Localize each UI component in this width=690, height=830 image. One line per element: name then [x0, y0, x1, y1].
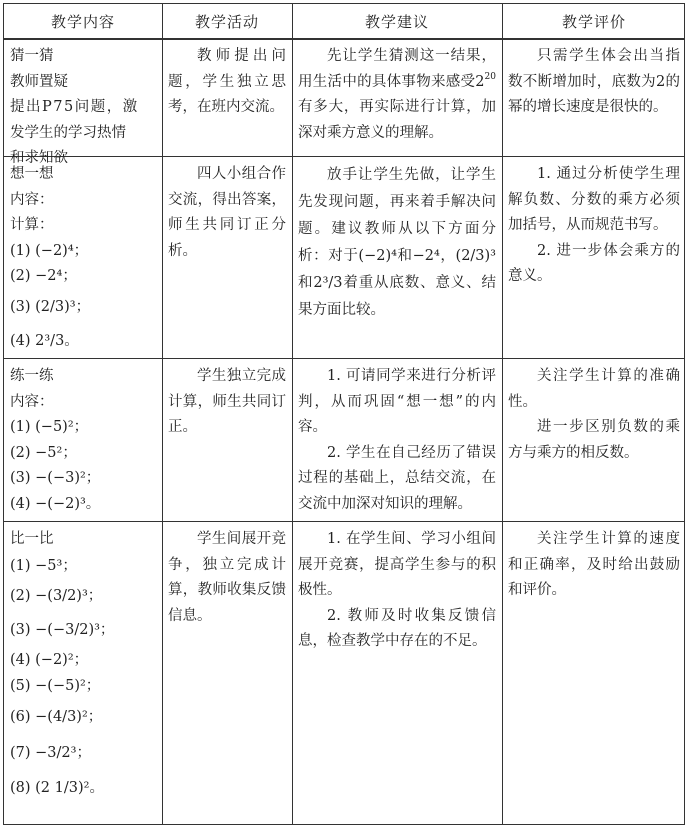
content-line: 猜一猜	[10, 48, 54, 64]
header-suggestion: 教学建议	[364, 12, 429, 31]
column-divider	[162, 4, 163, 824]
row2-content	[10, 162, 158, 358]
expression: (4) (−2)²；	[10, 651, 89, 668]
suggestion-point: 1. 在学生间、学习小组间展开竞赛，提高学生参与的积极性。	[298, 531, 496, 598]
row4-suggestion	[298, 527, 496, 655]
row3-suggestion	[298, 364, 496, 517]
evaluation-point: 关注学生计算的准确性。	[508, 368, 680, 410]
evaluation-point: 1. 通过分析使学生理解负数、分数的乘方必须加括号，从而规范书写。	[508, 166, 680, 233]
suggestion-point: 2. 教师及时收集反馈信息，检查教学中存在的不足。	[298, 607, 496, 649]
header-content: 教学内容	[50, 12, 115, 31]
content-line: 内容：	[10, 393, 54, 410]
suggestion-point: 2. 学生在自己经历了错误过程的基础上，总结交流，在交流中加深对知识的理解。	[298, 444, 496, 512]
expression: (3) (2/3)³；	[10, 298, 91, 315]
suggestion-text: 有多大，再实际进行计算，加深对乘方意义的理解。	[298, 99, 496, 141]
expression: (1) (−2)⁴；	[10, 242, 89, 259]
row-divider	[4, 521, 684, 522]
exponent: 20	[484, 71, 496, 82]
row2-evaluation	[508, 162, 680, 290]
row-divider	[4, 358, 684, 359]
row4-activity: 学生间展开竞争，独立完成计算，教师收集反馈信息。	[168, 531, 286, 624]
row1-suggestion	[298, 44, 496, 146]
content-line: 想一想	[10, 166, 54, 182]
evaluation-point: 进一步区别负数的乘方与乘方的相反数。	[508, 419, 680, 461]
row1-activity: 教师提出问题，学生独立思考，在班内交流。	[168, 48, 286, 115]
content-line: 教师置疑	[10, 73, 68, 90]
expression: (2) −2⁴；	[10, 268, 77, 284]
expression: (1) (−5)²；	[10, 419, 89, 435]
suggestion-text: 先让学生猜测这一结果，用生活中的具体事物来感受2	[298, 48, 496, 90]
column-divider	[292, 4, 293, 824]
content-line: 发学生的学习热情	[10, 124, 126, 141]
evaluation-point: 2. 进一步体会乘方的意义。	[508, 242, 680, 284]
content-line: 计算：	[10, 217, 54, 233]
lesson-table	[3, 3, 685, 825]
expression: (6) −(4/3)²；	[10, 708, 103, 725]
expression: (5) −(−5)²；	[10, 677, 101, 694]
expression: (7) −3/2³；	[10, 744, 91, 761]
expression: (1) −5³；	[10, 557, 77, 574]
row1-evaluation: 只需学生体会出当指数不断增加时，底数为2的幂的增长速度是很快的。	[508, 48, 680, 115]
content-line: 内容：	[10, 191, 54, 208]
suggestion-point: 1. 可请同学来进行分析评判，从而巩固“想一想”的内容。	[298, 368, 496, 435]
expression: (3) −(−3/2)³；	[10, 621, 115, 638]
row1-content	[10, 44, 158, 172]
row4-content	[10, 527, 158, 805]
header-evaluation: 教学评价	[561, 12, 626, 31]
expression: (2) −(3/2)³；	[10, 587, 103, 604]
row3-evaluation	[508, 364, 680, 466]
expression: (4) 2³/3。	[10, 332, 79, 349]
content-line: 提出P75问题，激	[10, 99, 139, 115]
content-line: 比一比	[10, 531, 54, 547]
header-divider	[4, 38, 684, 40]
expression: (4) −(−2)³。	[10, 495, 101, 512]
expression: (3) −(−3)²；	[10, 470, 101, 486]
column-divider	[502, 4, 503, 824]
header-activity: 教学活动	[194, 12, 259, 31]
expression: (2) −5²；	[10, 444, 77, 461]
row4-evaluation: 关注学生计算的速度和正确率，及时给出鼓励和评价。	[508, 531, 680, 598]
content-line: 练一练	[10, 368, 54, 384]
row3-activity: 学生独立完成计算，师生共同订正。	[168, 368, 286, 435]
content-line: 和求知欲	[10, 150, 68, 166]
row2-activity: 四人小组合作交流，得出答案，师生共同订正分析。	[168, 166, 286, 259]
row2-suggestion: 放手让学生先做，让学生先发现问题，再来着手解决问题。建议教师从以下方面分析：对于(−2)⁴和−2⁴，(2/3)³和2³/3着重从底数、意义、结果方面比较。	[298, 167, 496, 318]
expression: (8) (2 1/3)²。	[10, 779, 104, 796]
row3-content	[10, 364, 158, 517]
